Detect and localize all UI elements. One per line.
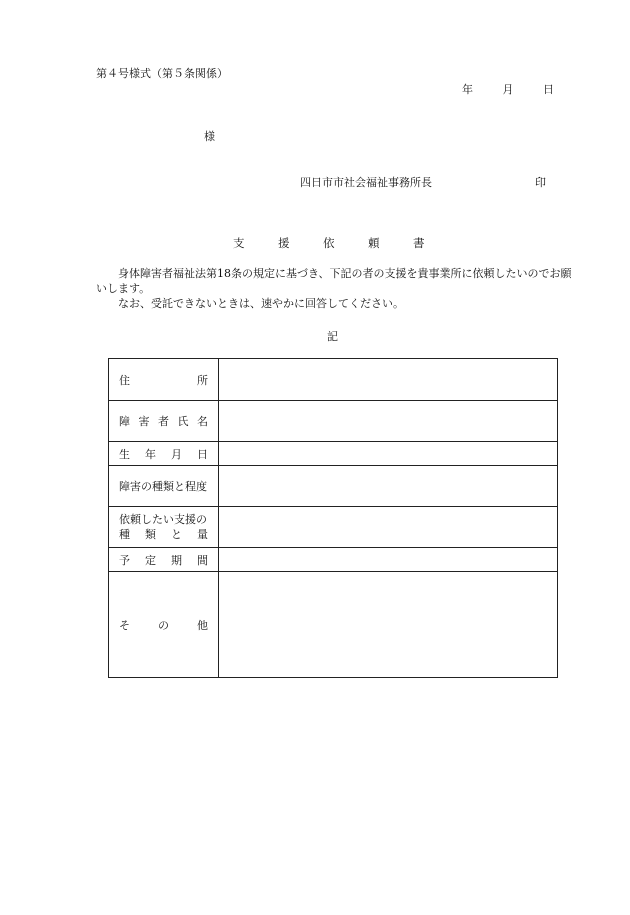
label-text: 依頼したい支援の: [119, 513, 207, 526]
address-field[interactable]: [218, 359, 557, 401]
label-char: 種: [119, 528, 130, 541]
label-text: 障害の種類と程度: [119, 480, 207, 493]
label-char: そ: [119, 618, 130, 632]
title-char: 頼: [368, 236, 380, 250]
label-char: 障: [119, 415, 130, 428]
label-char: 間: [196, 553, 208, 567]
table-row: [109, 359, 558, 401]
body-paragraph-request: 身体障害者福祉法第18条の規定に基づき、下記の者の支援を貴事業所に依頼したいのでお願いします。: [96, 267, 572, 295]
ki-heading: 記: [327, 330, 338, 343]
date-day-label: 日: [543, 83, 554, 96]
sender-name: 四日市市社会福祉事務所長: [300, 176, 432, 189]
label-char: 日: [196, 447, 208, 461]
date-year-label: 年: [462, 83, 473, 96]
label-other: [109, 572, 219, 678]
table-row: [109, 466, 558, 507]
label-char: 類: [144, 528, 156, 541]
birthdate-field[interactable]: [218, 442, 557, 466]
disability-type-field[interactable]: [218, 466, 557, 507]
label-disability-type: [109, 466, 219, 507]
planned-period-field[interactable]: [218, 548, 557, 572]
label-birthdate: [109, 442, 219, 466]
body-text: [96, 266, 576, 311]
label-char: 月: [170, 447, 182, 461]
table-row: [109, 572, 558, 678]
date-month-label: 月: [502, 83, 514, 96]
title-char: 書: [413, 236, 425, 250]
label-char: 量: [196, 528, 208, 541]
label-char: 名: [196, 415, 208, 428]
title-char: 援: [278, 236, 290, 250]
label-char: 害: [138, 415, 150, 428]
label-char: 者: [157, 415, 169, 428]
label-planned-period: [109, 548, 219, 572]
form-number: 第４号様式（第５条関係）: [96, 67, 228, 80]
table-row: [109, 548, 558, 572]
person-name-field[interactable]: [218, 401, 557, 442]
title-char: 依: [323, 236, 335, 250]
label-char: 定: [144, 553, 156, 567]
label-address: [109, 359, 219, 401]
label-char: 他: [196, 618, 208, 632]
label-char: 所: [196, 373, 208, 387]
label-char: 生: [119, 447, 130, 461]
label-support-request: [109, 507, 219, 548]
label-char: 年: [144, 447, 156, 461]
support-request-field[interactable]: [218, 507, 557, 548]
label-char: 予: [119, 553, 130, 567]
label-char: と: [170, 528, 182, 541]
label-char: 期: [170, 553, 182, 567]
label-person-name: [109, 401, 219, 442]
document-title: [233, 236, 458, 250]
request-form-table: [108, 358, 558, 678]
table-row: [109, 401, 558, 442]
seal-mark: 印: [535, 176, 546, 189]
table-row: [109, 442, 558, 466]
other-field[interactable]: [218, 572, 557, 678]
addressee-suffix: 様: [204, 130, 215, 143]
date-line: [462, 83, 554, 97]
label-char: 住: [119, 373, 130, 387]
body-paragraph-reply: なお、受託できないときは、速やかに回答してください。: [118, 297, 404, 310]
label-char: 氏: [177, 415, 189, 428]
label-char: の: [157, 618, 169, 632]
title-char: 支: [233, 236, 245, 250]
table-row: [109, 507, 558, 548]
